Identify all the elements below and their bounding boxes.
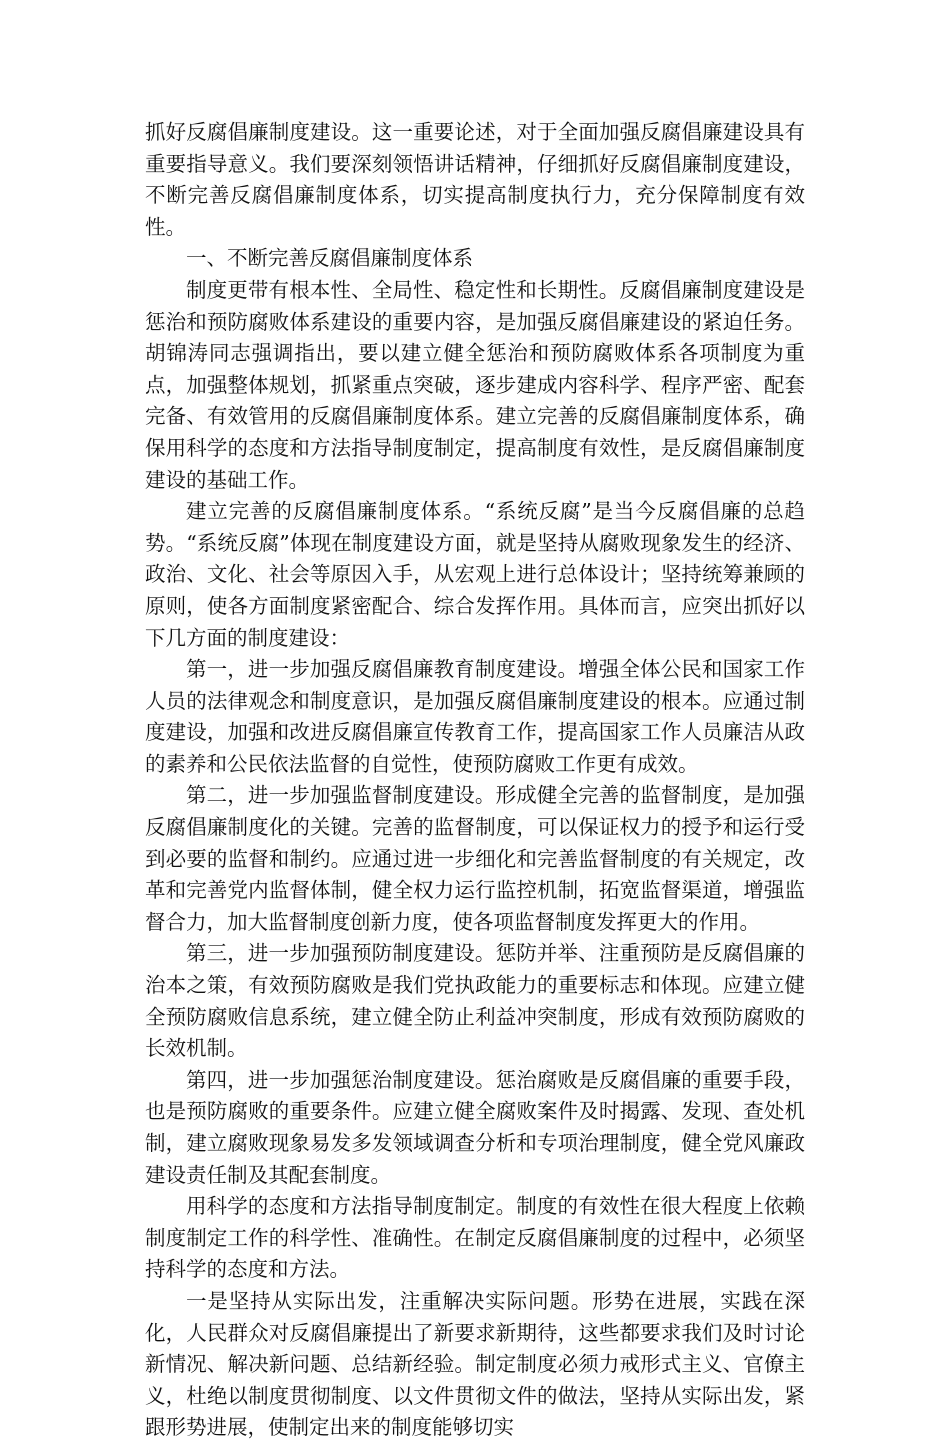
paragraph-point-one: 一是坚持从实际出发，注重解决实际问题。形势在进展，实践在深化，人民群众对反腐倡廉提出了新要求新期待，这些都要求我们及时讨论新情况、解决新问题、总结新经验。制定制度必须力戒形式主义、官僚主义，杜绝以制度贯彻制度、以文件贯彻文件的做法，坚持从实际出发，紧跟形势进展，使制定出来的制度能够切实 (145, 1288, 805, 1440)
paragraph-third-prevention: 第三，进一步加强预防制度建设。惩防并举、注重预防是反腐倡廉的治本之策，有效预防腐败是我们党执政能力的重要标志和体现。应建立健全预防腐败信息系统，建立健全防止利益冲突制度，形成有效预防腐败的长效机制。 (145, 941, 805, 1061)
paragraph-institution-importance: 制度更带有根本性、全局性、稳定性和长期性。反腐倡廉制度建设是惩治和预防腐败体系建设的重要内容，是加强反腐倡廉建设的紧迫任务。胡锦涛同志强调指出，要以建立健全惩治和预防腐败体系各项制度为重点，加强整体规划，抓紧重点突破，逐步建成内容科学、程序严密、配套完备、有效管用的反腐倡廉制度体系。建立完善的反腐倡廉制度体系，确保用科学的态度和方法指导制度制定，提高制度有效性，是反腐倡廉制度建设的基础工作。 (145, 277, 805, 492)
paragraph-second-supervision: 第二，进一步加强监督制度建设。形成健全完善的监督制度，是加强反腐倡廉制度化的关键。完善的监督制度，可以保证权力的授予和运行受到必要的监督和制约。应通过进一步细化和完善监督制度的有关规定，改革和完善党内监督体制，健全权力运行监控机制，拓宽监督渠道，增强监督合力，加大监督制度创新力度，使各项监督制度发挥更大的作用。 (145, 783, 805, 934)
paragraph-scientific-method: 用科学的态度和方法指导制度制定。制度的有效性在很大程度上依赖制度制定工作的科学性、准确性。在制定反腐倡廉制度的过程中，必须坚持科学的态度和方法。 (145, 1194, 805, 1282)
paragraph-fourth-punishment: 第四，进一步加强惩治制度建设。惩治腐败是反腐倡廉的重要手段，也是预防腐败的重要条件。应建立健全腐败案件及时揭露、发现、查处机制，建立腐败现象易发多发领域调查分析和专项治理制度，健全党风廉政建设责任制及其配套制度。 (145, 1067, 805, 1187)
document-body (145, 117, 805, 1444)
paragraph-intro: 抓好反腐倡廉制度建设。这一重要论述，对于全面加强反腐倡廉建设具有重要指导意义。我们要深刻领悟讲话精神，仔细抓好反腐倡廉制度建设，不断完善反腐倡廉制度体系，切实提高制度执行力，充分保障制度有效性。 (145, 120, 805, 239)
paragraph-first-education: 第一，进一步加强反腐倡廉教育制度建设。增强全体公民和国家工作人员的法律观念和制度意识，是加强反腐倡廉制度建设的根本。应通过制度建设，加强和改进反腐倡廉宣传教育工作，提高国家工作人员廉洁从政的素养和公民依法监督的自觉性，使预防腐败工作更有成效。 (145, 657, 805, 776)
paragraph-system-anticorruption: 建立完善的反腐倡廉制度体系。“系统反腐”是当今反腐倡廉的总趋势。“系统反腐”体现在制度建设方面，就是坚持从腐败现象发生的经济、政治、文化、社会等原因入手，从宏观上进行总体设计；坚持统筹兼顾的原则，使各方面制度紧密配合、综合发挥作用。具体而言，应突出抓好以下几方面的制度建设： (145, 499, 805, 650)
section-heading-1: 一、不断完善反腐倡廉制度体系 (186, 246, 473, 271)
